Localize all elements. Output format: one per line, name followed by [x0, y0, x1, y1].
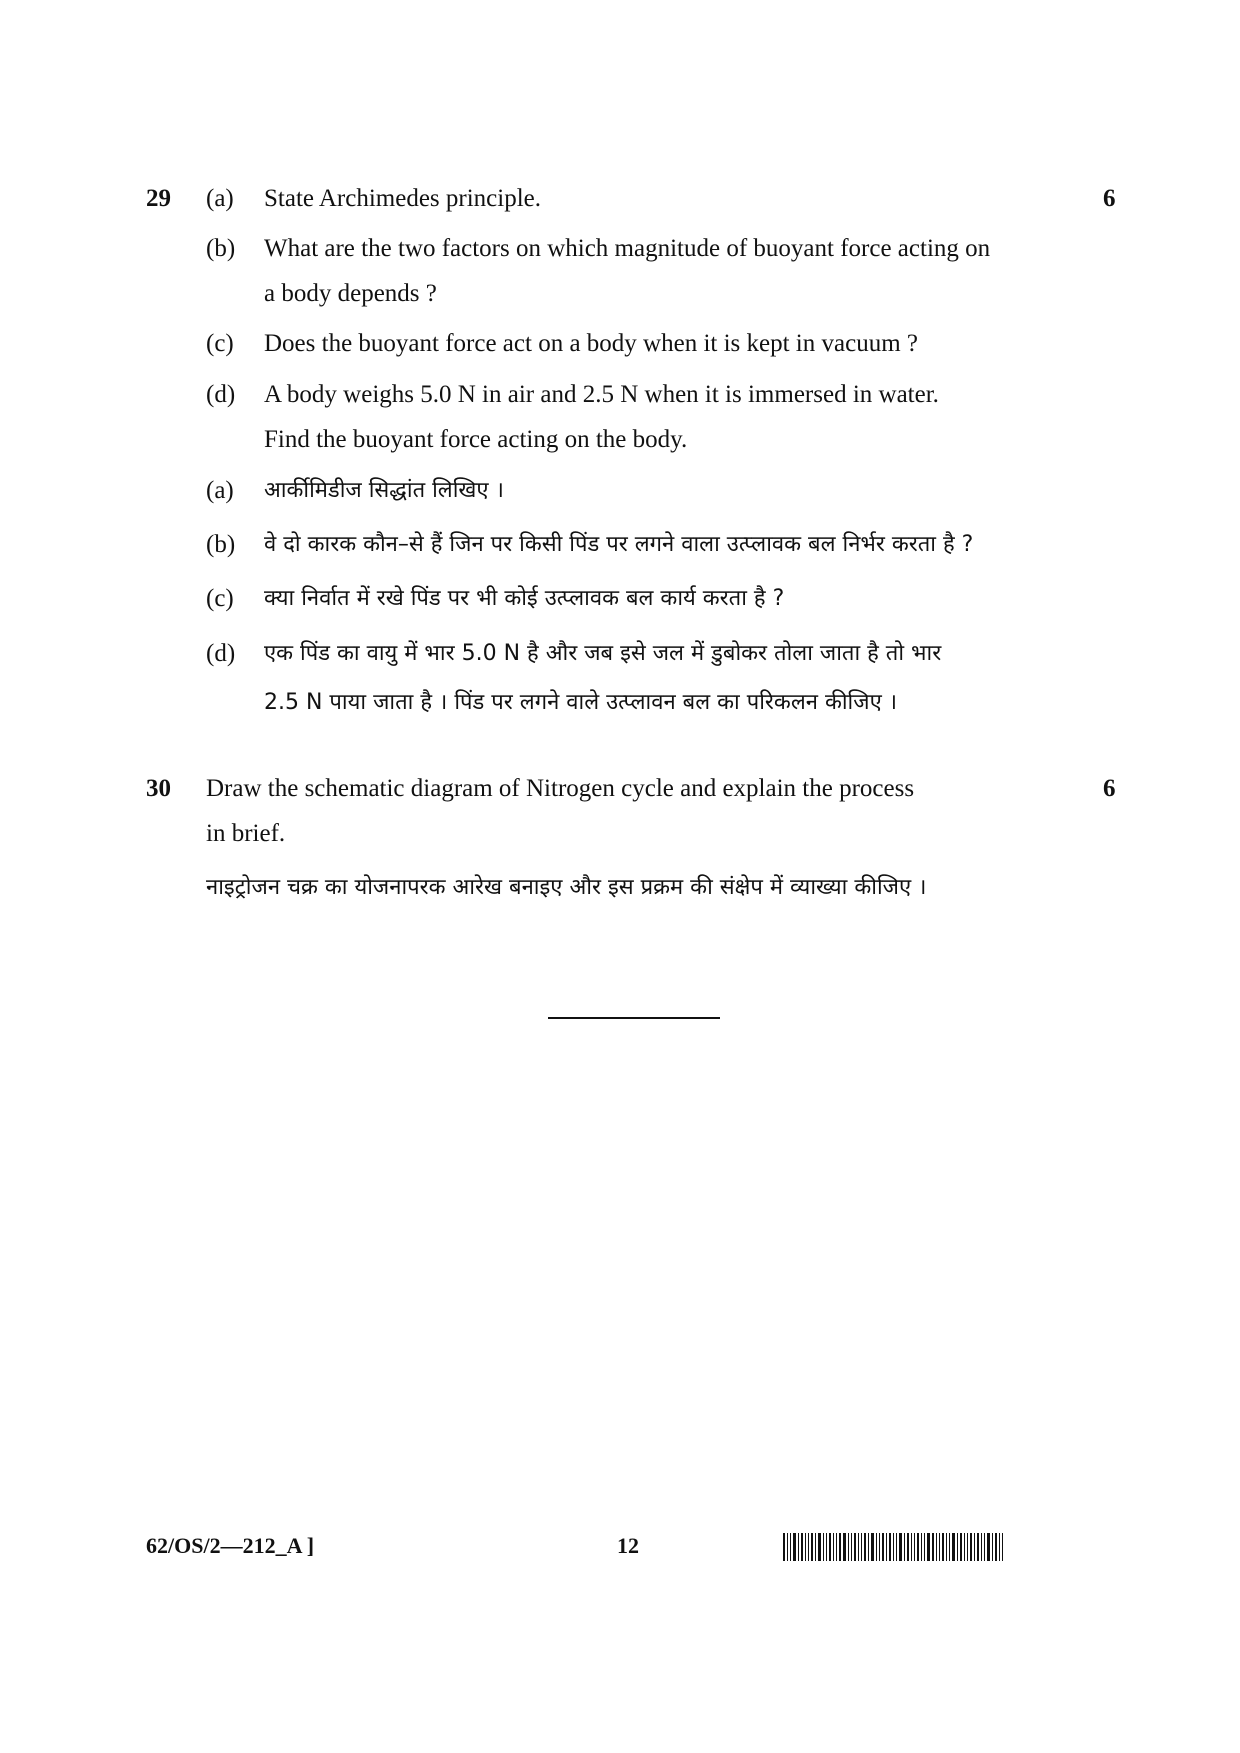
barcode-bar [949, 1533, 950, 1561]
barcode-bar [939, 1533, 940, 1561]
barcode-bar [999, 1533, 1000, 1561]
q29-hi-d-label: (d) [206, 640, 236, 667]
barcode-bar [907, 1533, 909, 1561]
barcode-bar [921, 1533, 922, 1561]
q29-d-text-line2: Find the buoyant force acting on the body. [264, 426, 688, 453]
barcode-bar [858, 1533, 859, 1561]
barcode-bar [798, 1533, 799, 1561]
barcode-bar [981, 1533, 982, 1561]
barcode-bar [957, 1533, 958, 1561]
barcode-bar [882, 1533, 884, 1561]
q29-hi-b-label: (b) [206, 531, 236, 558]
q29-c-label: (c) [206, 330, 234, 357]
barcode-bar [808, 1533, 809, 1561]
barcode-bar [984, 1533, 985, 1561]
q29-b-text-line1: What are the two factors on which magnitude of buoyant force acting on [264, 235, 991, 262]
q29-c-text: Does the buoyant force act on a body when it is kept in vacuum ? [264, 330, 918, 357]
barcode-bar [829, 1533, 831, 1561]
barcode-bar [974, 1533, 975, 1561]
q29-hi-d-text-line1: एक पिंड का वायु में भार 5.0 N है और जब इसे जल में डुबोकर तोला जाता है तो भार [264, 641, 942, 666]
barcode-bar [917, 1533, 919, 1561]
q29-hi-a-text: आर्कीमिडीज सिद्धांत लिखिए । [264, 478, 504, 503]
barcode-bar [964, 1533, 965, 1561]
barcode-bar [826, 1533, 827, 1561]
q29-hi-a-label: (a) [206, 477, 234, 504]
question-29-marks: 6 [1103, 185, 1116, 212]
barcode-bar [861, 1533, 862, 1561]
barcode-bar [839, 1533, 841, 1561]
paper-code: 62/OS/2—212_A ] [146, 1533, 315, 1558]
barcode-bar [889, 1533, 891, 1561]
barcode-bar [868, 1533, 869, 1561]
page-number: 12 [617, 1533, 639, 1558]
barcode-bar [864, 1533, 866, 1561]
barcode-bar [995, 1533, 997, 1561]
barcode-bar [876, 1533, 877, 1561]
barcode-bar [1002, 1533, 1003, 1561]
barcode-bar [904, 1533, 905, 1561]
barcode-bar [960, 1533, 962, 1561]
barcode-bar [879, 1533, 880, 1561]
q29-a-label: (a) [206, 185, 234, 212]
barcode-bar [970, 1533, 972, 1561]
barcode-bar [815, 1533, 816, 1561]
q29-b-text-line2: a body depends ? [264, 280, 437, 307]
barcode-bar [992, 1533, 993, 1561]
q29-d-text-line1: A body weighs 5.0 N in air and 2.5 N when it is immersed in water. [264, 381, 939, 408]
question-29-number: 29 [146, 185, 171, 212]
barcode-bar [899, 1533, 902, 1561]
q29-hi-c-label: (c) [206, 585, 234, 612]
barcode-bar [896, 1533, 897, 1561]
q30-hi-text: नाइट्रोजन चक्र का योजनापरक आरेख बनाइए और इस प्रक्रम की संक्षेप में व्याख्या कीजिए । [206, 875, 927, 900]
barcode [783, 1533, 1005, 1561]
barcode-bar [836, 1533, 837, 1561]
barcode-bar [886, 1533, 887, 1561]
q29-a-text: State Archimedes principle. [264, 185, 542, 212]
barcode-bar [801, 1533, 803, 1561]
barcode-bar [783, 1533, 785, 1561]
barcode-bar [833, 1533, 834, 1561]
barcode-bar [932, 1533, 934, 1561]
barcode-bar [942, 1533, 944, 1561]
q30-text-line2: in brief. [206, 820, 286, 847]
barcode-bar [924, 1533, 925, 1561]
q29-d-label: (d) [206, 381, 236, 408]
barcode-bar [871, 1533, 874, 1561]
barcode-bar [911, 1533, 912, 1561]
barcode-bar [927, 1533, 930, 1561]
barcode-bar [811, 1533, 813, 1561]
barcode-bar [818, 1533, 821, 1561]
q29-hi-d-text-line2: 2.5 N पाया जाता है । पिंड पर लगने वाले उत्प्लावन बल का परिकलन कीजिए । [264, 690, 898, 715]
q29-b-label: (b) [206, 235, 236, 262]
barcode-bar [805, 1533, 806, 1561]
barcode-bar [977, 1533, 979, 1561]
barcode-bar [854, 1533, 856, 1561]
barcode-bar [936, 1533, 937, 1561]
barcode-bar [851, 1533, 852, 1561]
q29-hi-b-text: वे दो कारक कौन–से हैं जिन पर किसी पिंड पर लगने वाला उत्प्लावक बल निर्भर करता है ? [264, 532, 974, 557]
barcode-bar [952, 1533, 955, 1561]
question-30-number: 30 [146, 775, 171, 802]
barcode-bar [914, 1533, 915, 1561]
barcode-bar [848, 1533, 849, 1561]
barcode-bar [946, 1533, 947, 1561]
q29-hi-c-text: क्या निर्वात में रखे पिंड पर भी कोई उत्प्लावक बल कार्य करता है ? [264, 586, 785, 611]
barcode-bar [843, 1533, 846, 1561]
barcode-bar [893, 1533, 894, 1561]
barcode-bar [790, 1533, 791, 1561]
barcode-bar [987, 1533, 990, 1561]
barcode-bar [967, 1533, 968, 1561]
barcode-bar [787, 1533, 788, 1561]
question-30-marks: 6 [1103, 775, 1116, 802]
end-rule-divider [548, 1017, 720, 1019]
barcode-bar [793, 1533, 796, 1561]
barcode-bar [823, 1533, 824, 1561]
q30-text-line1: Draw the schematic diagram of Nitrogen cycle and explain the process [206, 775, 915, 802]
